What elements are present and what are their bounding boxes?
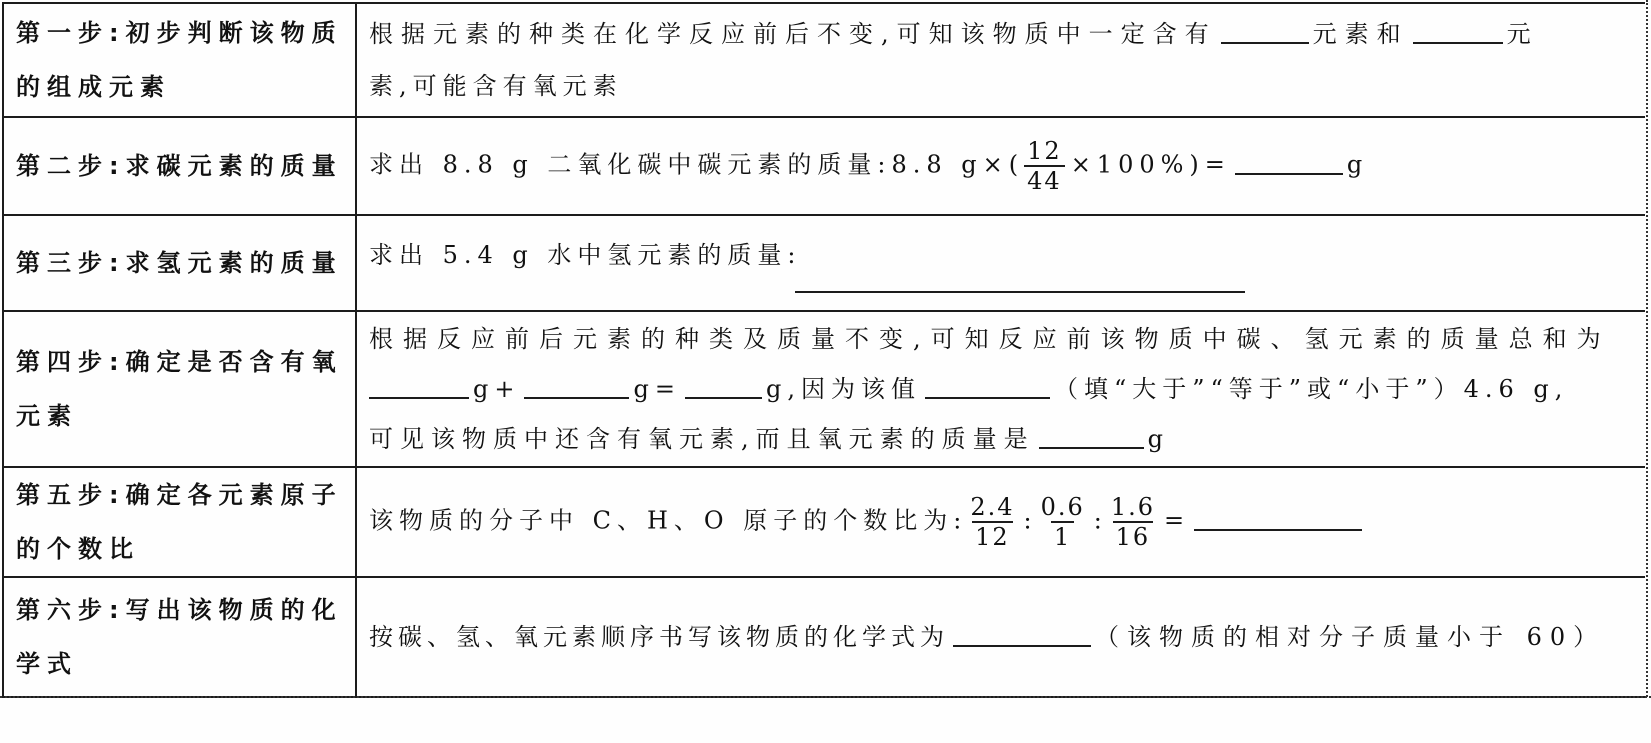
step-5-content-cell <box>356 467 1645 577</box>
step-2-content-line <box>369 137 1635 195</box>
answer-blank <box>685 375 762 399</box>
step-3-label-cell <box>3 215 356 311</box>
step-6-text-1: 按碳、氢、氧元素顺序书写该物质的化学式为 <box>369 623 949 651</box>
step-3-content-cell <box>356 215 1645 311</box>
step-4-text-3: g= <box>633 375 681 403</box>
step-row-3 <box>3 215 1645 311</box>
step-6-label-line-1: 第六步:写出该物质的化 <box>16 596 343 624</box>
step-row-5 <box>3 467 1645 577</box>
answer-blank <box>953 623 1091 647</box>
answer-blank <box>524 375 629 399</box>
step-1-content-cell <box>356 3 1645 117</box>
step-3-label: 第三步:求氢元素的质量 <box>16 249 343 277</box>
answer-blank <box>1221 20 1309 44</box>
step-5-label-line-2: 的个数比 <box>16 535 140 563</box>
step-4-content-line-1 <box>369 314 1635 364</box>
step-6-content-cell <box>356 577 1645 697</box>
step-4-text-7: g <box>1147 425 1171 453</box>
fraction-denominator: 44 <box>1024 165 1065 195</box>
step-3-answer-row <box>369 277 1635 293</box>
fraction <box>1108 493 1158 551</box>
step-2-label: 第二步:求碳元素的质量 <box>16 152 343 180</box>
step-4-content-line-3 <box>369 414 1635 464</box>
step-5-content-line <box>369 493 1635 551</box>
step-row-4 <box>3 311 1645 467</box>
step-6-text-2: （该物质的相对分子质量小于 60） <box>1095 623 1606 651</box>
step-4-text-4: g,因为该值 <box>765 375 921 403</box>
step-1-label-line-2: 的组成元素 <box>16 73 171 101</box>
step-1-label-cell <box>3 3 356 117</box>
step-1-text-1: 根据元素的种类在化学反应前后不变,可知该物质中一定含有 <box>369 20 1217 48</box>
answer-blank <box>1039 425 1144 449</box>
step-2-text-3: g <box>1346 150 1369 179</box>
step-1-content-line-1 <box>369 8 1635 60</box>
step-3-content-line <box>369 233 1635 277</box>
fraction-numerator: 12 <box>1027 137 1062 165</box>
step-5-text-2: = <box>1164 506 1191 535</box>
step-1-label-line-1: 第一步:初步判断该物质 <box>16 19 343 47</box>
ratio-separator: : <box>1093 506 1108 535</box>
fraction <box>1038 493 1088 551</box>
dotted-cut-line-bottom <box>0 696 1651 698</box>
fraction-denominator: 16 <box>1113 521 1154 551</box>
step-4-content-line-2 <box>369 364 1635 414</box>
step-3-text-1: 求出 5.4 g 水中氢元素的质量: <box>369 241 802 269</box>
fraction-numerator: 0.6 <box>1040 493 1085 521</box>
step-6-label-cell <box>3 577 356 697</box>
fraction-denominator: 1 <box>1051 521 1074 551</box>
ratio-separator: : <box>1023 506 1038 535</box>
step-5-text-1: 该物质的分子中 C、H、O 原子的个数比为: <box>369 506 968 535</box>
answer-blank <box>795 277 1245 293</box>
step-2-text-1: 求出 8.8 g 二氧化碳中碳元素的质量:8.8 g×( <box>369 150 1025 179</box>
fraction-denominator: 12 <box>972 521 1013 551</box>
answer-blank <box>1235 151 1343 175</box>
step-4-text-6: 可见该物质中还含有氧元素,而且氧元素的质量是 <box>369 425 1035 453</box>
step-row-2 <box>3 117 1645 215</box>
step-5-label-line-1: 第五步:确定各元素原子 <box>16 481 343 509</box>
answer-blank <box>1413 20 1503 44</box>
fraction <box>967 493 1017 551</box>
step-2-label-cell <box>3 117 356 215</box>
step-6-content-line <box>369 611 1635 663</box>
step-4-content-cell <box>356 311 1645 467</box>
step-4-text-2: g+ <box>473 375 521 403</box>
step-4-text-5: （填“大于”“等于”或“小于”）4.6 g, <box>1053 375 1569 403</box>
fraction <box>1024 137 1065 195</box>
answer-blank <box>369 375 469 399</box>
step-row-1 <box>3 3 1645 117</box>
step-4-label-line-1: 第四步:确定是否含有氧 <box>16 348 343 376</box>
step-2-content-cell <box>356 117 1645 215</box>
fraction-numerator: 1.6 <box>1110 493 1156 521</box>
step-5-label-cell <box>3 467 356 577</box>
step-6-label-line-2: 学式 <box>16 650 78 678</box>
step-1-text-2: 元素和 <box>1312 20 1409 48</box>
step-row-6 <box>3 577 1645 697</box>
fraction-numerator: 2.4 <box>970 493 1015 521</box>
step-1-text-3: 元 <box>1506 20 1539 48</box>
step-2-text-2: ×100%)= <box>1070 150 1231 179</box>
step-4-text-1: 根据反应前后元素的种类及质量不变,可知反应前该物质中碳、氢元素的质量总和为 <box>369 325 1611 353</box>
answer-blank <box>925 375 1050 399</box>
step-1-text-4: 素,可能含有氧元素 <box>369 72 623 100</box>
steps-table <box>2 2 1645 698</box>
answer-blank <box>1194 507 1362 531</box>
step-4-label-line-2: 元素 <box>16 402 78 430</box>
step-4-label-cell <box>3 311 356 467</box>
step-1-content-line-2 <box>369 60 1635 112</box>
dotted-cut-line-right <box>1646 0 1648 697</box>
